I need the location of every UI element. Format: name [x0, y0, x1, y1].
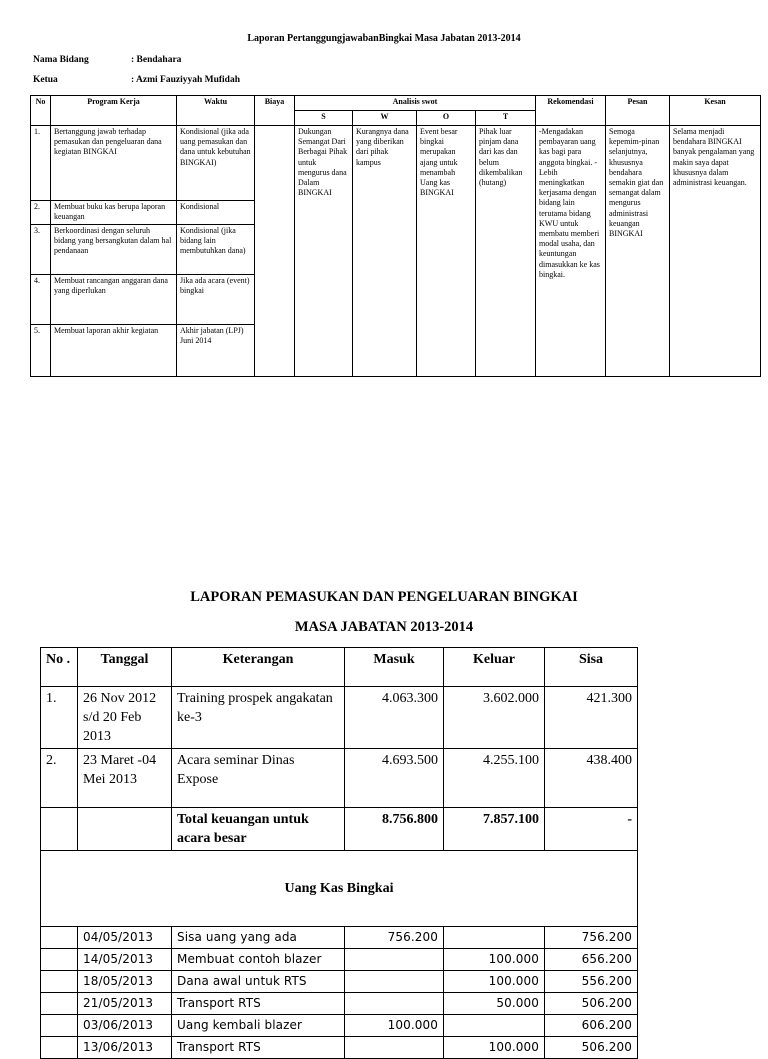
kas-keluar	[444, 927, 545, 949]
pesan-text: Semoga kepemim-pinan selanjutnya, khususnya bendahara semakin giat dan semangat dalam mengurus administrasi keuangan BINGKAI	[606, 126, 670, 377]
kas-tanggal: 14/05/2013	[78, 949, 172, 971]
kas-row	[41, 993, 638, 1015]
row-program: Membuat rancangan anggaran dana yang diperlukan	[51, 275, 177, 325]
row-no: 5.	[31, 325, 51, 377]
header-sisa: Sisa	[545, 648, 638, 687]
kas-sisa: 656.200	[545, 949, 638, 971]
row-waktu: Kondisional	[177, 201, 255, 225]
swot-o: Event besar bingkai merupakan ajang untuk menambah Uang kas BINGKAI	[417, 126, 476, 377]
kas-keterangan: Membuat contoh blazer	[172, 949, 345, 971]
kas-masuk: 756.200	[345, 927, 444, 949]
kas-sisa: 506.200	[545, 993, 638, 1015]
kas-sisa: 606.200	[545, 1015, 638, 1037]
row-sisa: 421.300	[545, 687, 638, 749]
kas-keluar	[444, 1015, 545, 1037]
header-biaya: Biaya	[255, 96, 295, 126]
header-masuk: Masuk	[345, 648, 444, 687]
total-row	[41, 808, 638, 851]
row-biaya	[255, 126, 295, 377]
header-kesan: Kesan	[670, 96, 761, 126]
row-sisa: 438.400	[545, 749, 638, 808]
row-masuk: 4.693.500	[345, 749, 444, 808]
header-program: Program Kerja	[51, 96, 177, 126]
kesan-text: Selama menjadi bendahara BINGKAI banyak pengalaman yang makin saya dapat khususnya dalam administrasi keuangan.	[670, 126, 761, 377]
header-t: T	[476, 111, 536, 126]
row-keluar: 4.255.100	[444, 749, 545, 808]
total-keluar: 7.857.100	[444, 808, 545, 851]
row-no: 1.	[31, 126, 51, 201]
header-rekomendasi: Rekomendasi	[536, 96, 606, 126]
table-row	[41, 749, 638, 808]
row-keterangan: Training prospek angakatan ke-3	[172, 687, 345, 749]
kas-sisa: 556.200	[545, 971, 638, 993]
row-waktu: Kondisional (jika bidang lain membutuhkan dana)	[177, 225, 255, 275]
total-label: Total keuangan untuk acara besar	[172, 808, 345, 851]
kas-keterangan: Uang kembali blazer	[172, 1015, 345, 1037]
kas-section-title: Uang Kas Bingkai	[41, 851, 638, 927]
row-waktu: Jika ada acara (event) bingkai	[177, 275, 255, 325]
kas-row	[41, 971, 638, 993]
header-no: No .	[41, 648, 78, 687]
kas-masuk	[345, 971, 444, 993]
header-tanggal: Tanggal	[78, 648, 172, 687]
kas-keterangan: Transport RTS	[172, 1037, 345, 1059]
swot-w: Kurangnya dana yang diberikan dari pihak kampus	[353, 126, 417, 377]
row-program: Membuat buku kas berupa laporan keuangan	[51, 201, 177, 225]
row-no: 2.	[41, 749, 78, 808]
header-o: O	[417, 111, 476, 126]
header-keterangan: Keterangan	[172, 648, 345, 687]
header-swot: Analisis swot	[295, 96, 536, 111]
row-no: 3.	[31, 225, 51, 275]
kas-masuk	[345, 949, 444, 971]
kas-tanggal: 18/05/2013	[78, 971, 172, 993]
table-row	[41, 687, 638, 749]
kas-row	[41, 1015, 638, 1037]
row-waktu: Kondisional (jika ada uang pemasukan dan dana untuk kebutuhan BINGKAI)	[177, 126, 255, 201]
report1-title: Laporan PertanggungjawabanBingkai Masa Jabatan 2013-2014	[247, 33, 521, 44]
chair-label: Ketua	[33, 75, 58, 85]
kas-tanggal: 03/06/2013	[78, 1015, 172, 1037]
kas-keluar: 50.000	[444, 993, 545, 1015]
finance-table	[40, 647, 638, 1059]
kas-sisa: 506.200	[545, 1037, 638, 1059]
kas-sisa: 756.200	[545, 927, 638, 949]
kas-keluar: 100.000	[444, 1037, 545, 1059]
kas-row	[41, 1037, 638, 1059]
kas-row	[41, 927, 638, 949]
row-no: 2.	[31, 201, 51, 225]
swot-t: Pihak luar pinjam dana dari kas dan belum dikembalikan (hutang)	[476, 126, 536, 377]
rekomendasi-text: -Mengadakan pembayaran uang kas bagi para anggota bingkai. - Lebih meningkatkan kerjasama dengan bidang lain terutama bidang KWU untuk membatu memberi modal usaha, dan keuntungan dimasukkan ke kas bingkai.	[536, 126, 606, 377]
kas-tanggal: 21/05/2013	[78, 993, 172, 1015]
kas-masuk: 100.000	[345, 1015, 444, 1037]
total-sisa: -	[545, 808, 638, 851]
header-pesan: Pesan	[606, 96, 670, 126]
header-w: W	[353, 111, 417, 126]
lpj-table	[30, 95, 761, 377]
row-waktu: Akhir jabatan (LPJ) Juni 2014	[177, 325, 255, 377]
chair-value: : Azmi Fauziyyah Mufidah	[131, 75, 240, 85]
header-waktu: Waktu	[177, 96, 255, 126]
kas-keterangan: Sisa uang yang ada	[172, 927, 345, 949]
row-no: 4.	[31, 275, 51, 325]
row-tanggal: 26 Nov 2012 s/d 20 Feb 2013	[78, 687, 172, 749]
header-s: S	[295, 111, 353, 126]
kas-row	[41, 949, 638, 971]
row-masuk: 4.063.300	[345, 687, 444, 749]
kas-keluar: 100.000	[444, 949, 545, 971]
row-program: Bertanggung jawab terhadap pemasukan dan pengeluaran dana kegiatan BINGKAI	[51, 126, 177, 201]
kas-masuk	[345, 1037, 444, 1059]
header-no: No	[31, 96, 51, 126]
report2-title: LAPORAN PEMASUKAN DAN PENGELUARAN BINGKAI	[190, 589, 578, 605]
report2-subtitle: MASA JABATAN 2013-2014	[294, 619, 474, 635]
kas-keterangan: Dana awal untuk RTS	[172, 971, 345, 993]
row-tanggal: 23 Maret -04 Mei 2013	[78, 749, 172, 808]
kas-masuk	[345, 993, 444, 1015]
row-program: Berkoordinasi dengan seluruh bidang yang bersangkutan dalam hal pendanaan	[51, 225, 177, 275]
header-keluar: Keluar	[444, 648, 545, 687]
swot-s: Dukungan Semangat Dari Berbagai Pihak untuk mengurus dana Dalam BINGKAI	[295, 126, 353, 377]
kas-keluar: 100.000	[444, 971, 545, 993]
total-masuk: 8.756.800	[345, 808, 444, 851]
row-no: 1.	[41, 687, 78, 749]
kas-keterangan: Transport RTS	[172, 993, 345, 1015]
field-value: : Bendahara	[131, 55, 182, 65]
row-keluar: 3.602.000	[444, 687, 545, 749]
kas-tanggal: 04/05/2013	[78, 927, 172, 949]
field-label: Nama Bidang	[33, 55, 89, 65]
row-keterangan: Acara seminar Dinas Expose	[172, 749, 345, 808]
row-program: Membuat laporan akhir kegiatan	[51, 325, 177, 377]
table-row	[31, 126, 761, 201]
kas-tanggal: 13/06/2013	[78, 1037, 172, 1059]
